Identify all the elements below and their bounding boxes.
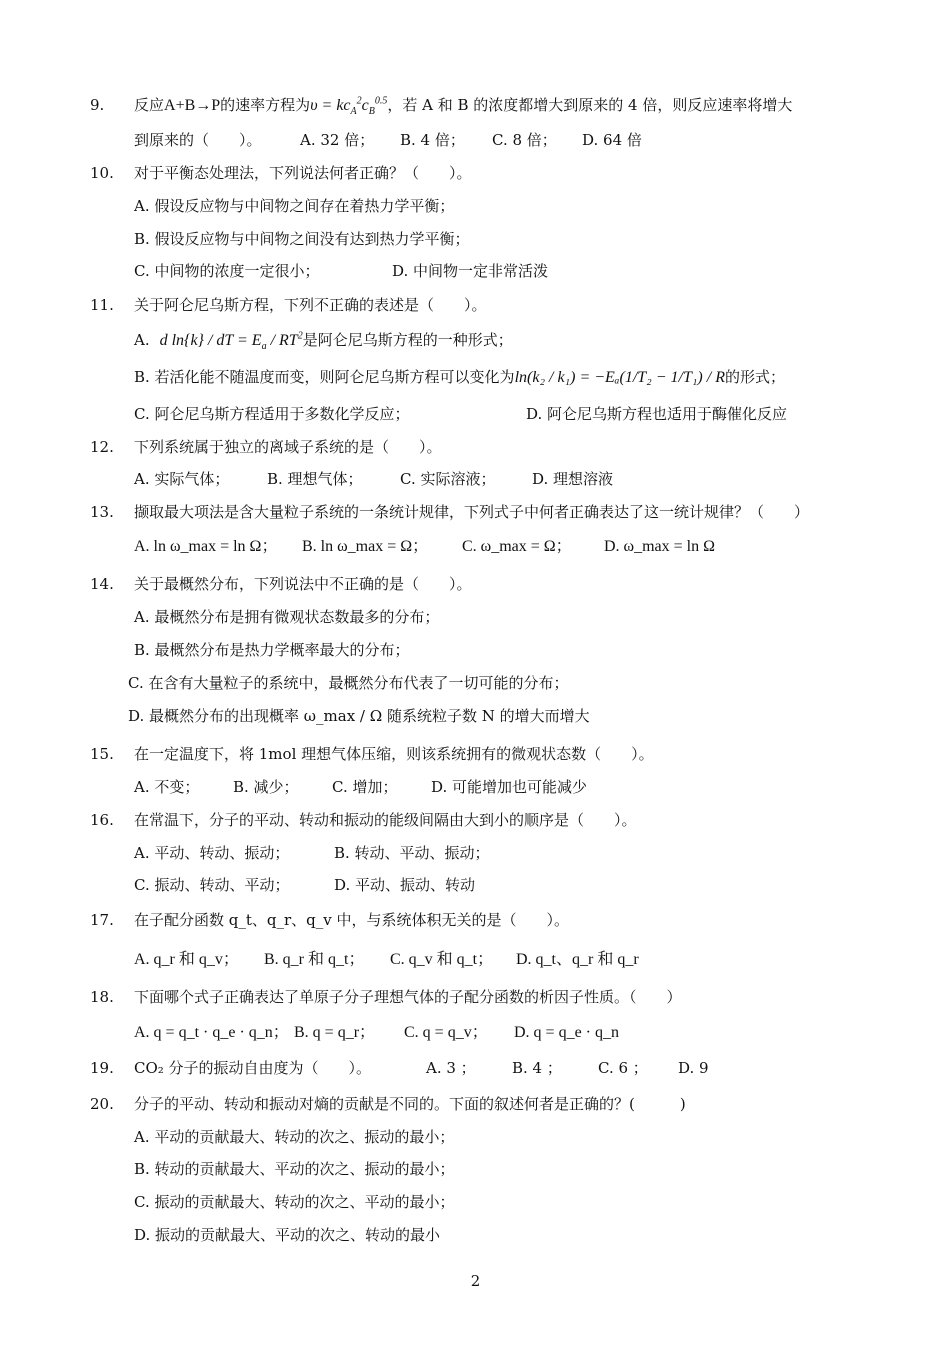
option-a: A. 32 倍；	[300, 131, 375, 149]
option-d: D. 9	[678, 1059, 709, 1077]
option-b: B. 转动、平动、振动；	[334, 844, 490, 862]
stem-text: ，若 A 和 B 的浓度都增大到原来的 4 倍，则反应速率将增大	[387, 96, 793, 114]
option-d: D. 平动、振动、转动	[334, 876, 476, 894]
option-b: B. q_r 和 q_t；	[264, 951, 365, 968]
question-stem: 关于阿仑尼乌斯方程，下列不正确的表述是（ ）。	[134, 296, 487, 314]
question-stem: 下列系统属于独立的离域子系统的是（ ）。	[134, 438, 442, 456]
option-d: D. 64 倍	[582, 131, 642, 149]
question-stem: 关于最概然分布，下列说法中不正确的是（ ）。	[134, 575, 472, 593]
question-number: 15.	[90, 745, 114, 763]
question-number: 16.	[90, 811, 114, 829]
question-stem	[134, 95, 792, 116]
option-a: A. 平动的贡献最大、转动的次之、振动的最小；	[134, 1128, 455, 1146]
question-stem: 在子配分函数 q_t、q_r、q_v 中，与系统体积无关的是（ ）。	[134, 911, 570, 929]
question-stem: 撷取最大项法是含大量粒子系统的一条统计规律，下列式子中何者正确表达了这一统计规律？（ ）	[134, 503, 810, 521]
question-number: 17.	[90, 911, 114, 929]
option-d: D. 可能增加也可能减少	[431, 778, 588, 796]
option-a: A. 不变；	[134, 778, 200, 796]
stem-text: 反应	[134, 96, 165, 114]
question-stem: 分子的平动、转动和振动对熵的贡献是不同的。下面的叙述何者是正确的？( )	[134, 1095, 686, 1113]
option-a: A. 平动、转动、振动；	[134, 844, 290, 862]
option-c: C. 中间物的浓度一定很小；	[134, 262, 320, 280]
option-d: D. 阿仑尼乌斯方程也适用于酶催化反应	[526, 405, 788, 423]
option-c: C. 振动、转动、平动；	[134, 876, 290, 894]
option-b: B. 减少；	[233, 778, 299, 796]
question-stem: 下面哪个式子正确表达了单原子分子理想气体的子配分函数的析因子性质。（ ）	[134, 988, 682, 1006]
option-c: C. 实际溶液；	[400, 470, 496, 488]
option-d: D. q = q_e · q_n	[514, 1024, 620, 1041]
option-b: B. 转动的贡献最大、平动的次之、振动的最小；	[134, 1160, 455, 1178]
option-d: D. 最概然分布的出现概率 ω_max / Ω 随系统粒子数 N 的增大而增大	[128, 707, 590, 725]
question-stem: 对于平衡态处理法，下列说法何者正确？（ ）。	[134, 164, 472, 182]
option-b: B. 最概然分布是热力学概率最大的分布；	[134, 641, 410, 659]
option-a: A. 最概然分布是拥有微观状态数最多的分布；	[134, 608, 440, 626]
option-a: A. d ln{k} / dT = $E_a / RT^2$是阿仑尼乌斯方程的一种形式；	[134, 330, 513, 353]
page-number: 2	[470, 1272, 481, 1290]
option-b: B. ln ω_max = Ω；	[302, 538, 429, 555]
question-stem: 在一定温度下，将 1mol 理想气体压缩，则该系统拥有的微观状态数（ ）。	[134, 745, 654, 763]
question-number: 20.	[90, 1095, 114, 1113]
option-b: B. q = q_r；	[294, 1024, 376, 1041]
question-number: 14.	[90, 575, 114, 593]
option-a: A. q = q_t · q_e · q_n；	[134, 1024, 289, 1041]
option-a: A. q_r 和 q_v；	[134, 951, 239, 968]
option-a: A. 实际气体；	[134, 470, 230, 488]
option-c: C. q = q_v；	[404, 1024, 488, 1041]
option-a: A. ln ω_max = ln Ω；	[134, 538, 278, 555]
question-number: 9.	[90, 96, 105, 114]
question-number: 19.	[90, 1059, 114, 1077]
option-c: C. 在含有大量粒子的系统中，最概然分布代表了一切可能的分布；	[128, 674, 569, 692]
option-d: D. 振动的贡献最大、平动的次之、转动的最小	[134, 1226, 441, 1244]
question-stem-cont: 到原来的（ ）。	[134, 131, 262, 149]
question-number: 13.	[90, 503, 114, 521]
option-a: A. 假设反应物与中间物之间存在着热力学平衡；	[134, 197, 455, 215]
option-b: B. 4 倍；	[400, 131, 465, 149]
option-d: D. 理想溶液	[532, 470, 614, 488]
question-number: 10.	[90, 164, 114, 182]
option-c: C. 增加；	[332, 778, 398, 796]
option-b: B. 假设反应物与中间物之间没有达到热力学平衡；	[134, 230, 470, 248]
option-d: D. ω_max = ln Ω	[604, 538, 715, 555]
question-stem: 在常温下，分子的平动、转动和振动的能级间隔由大到小的顺序是（ ）。	[134, 811, 637, 829]
arrhenius-integrated: ln(k₂ / k₁) = −Eₐ(1/T₂ − 1/T₁) / R	[514, 369, 725, 386]
question-number: 18.	[90, 988, 114, 1006]
reaction-equation: A+B→P	[164, 97, 221, 114]
arrhenius-differential: d ln{k} / dT = $E_a / RT^2$	[159, 330, 303, 353]
stem-text: 的速率方程为	[220, 96, 311, 114]
option-b: B. 若活化能不随温度而变，则阿仑尼乌斯方程可以变化为ln(k₂ / k₁) = −Eₐ(1/T₂ − 1/T₁) / R的形式；	[134, 368, 785, 386]
option-c: C. 阿仑尼乌斯方程适用于多数化学反应；	[134, 405, 410, 423]
option-d: D. 中间物一定非常活泼	[392, 262, 549, 280]
rate-equation: $\upsilon = kc_A^2c_B^{0.5}$	[310, 95, 388, 118]
option-c: C. 6 ；	[598, 1059, 648, 1077]
question-stem: CO₂ 分子的振动自由度为（ ）。	[134, 1059, 372, 1077]
option-c: C. q_v 和 q_t；	[390, 951, 494, 968]
question-number: 11.	[90, 296, 114, 314]
option-d: D. q_t、q_r 和 q_r	[516, 951, 639, 968]
option-a: A. 3 ；	[426, 1059, 476, 1077]
option-c: C. 振动的贡献最大、转动的次之、平动的最小；	[134, 1193, 455, 1211]
option-b: B. 4 ；	[512, 1059, 562, 1077]
question-number: 12.	[90, 438, 114, 456]
option-c: C. ω_max = Ω；	[462, 538, 572, 555]
option-c: C. 8 倍；	[492, 131, 557, 149]
option-b: B. 理想气体；	[267, 470, 363, 488]
